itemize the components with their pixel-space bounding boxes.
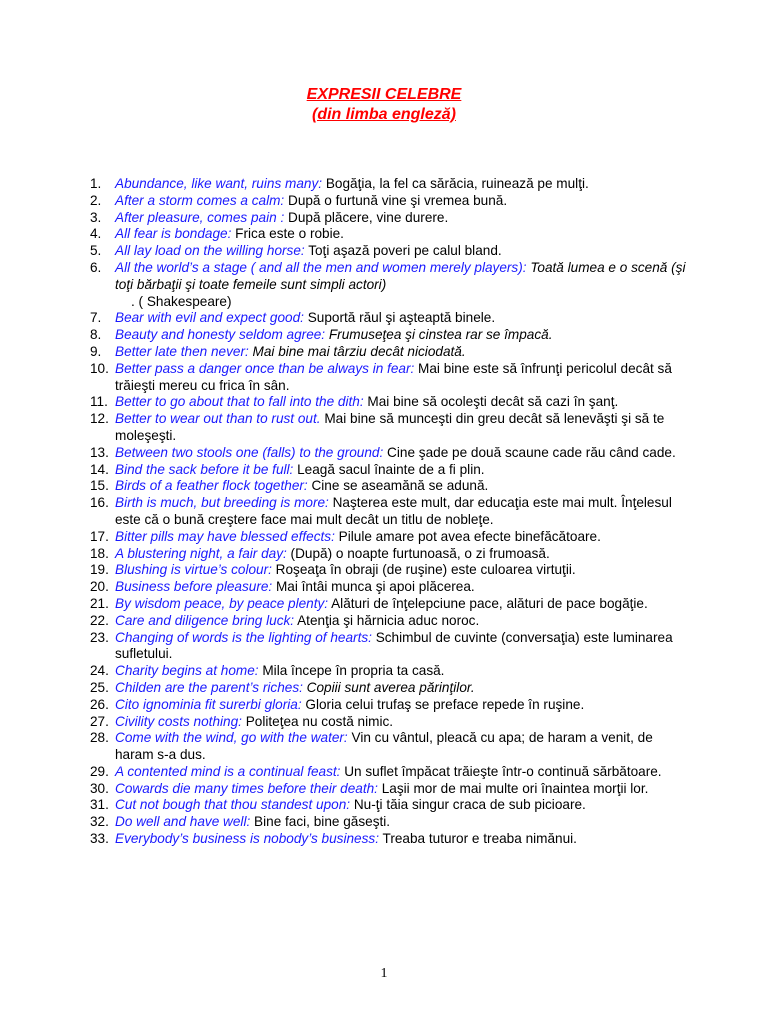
english-expression: A contented mind is a continual feast: — [115, 763, 341, 779]
item-number: 25. — [90, 679, 109, 695]
list-item — [90, 680, 690, 697]
romanian-translation: Toţi aşază poveri pe calul bland. — [304, 243, 502, 259]
list-item — [90, 411, 690, 445]
item-number: 1. — [90, 176, 102, 191]
english-expression: After pleasure, comes pain : — [115, 209, 285, 225]
list-item — [90, 193, 690, 210]
item-number: 7. — [90, 310, 102, 326]
romanian-translation: Roşeaţa în obraji (de ruşine) este culoarea virtuţii. — [271, 562, 576, 578]
item-number: 13. — [90, 444, 109, 460]
english-expression: Do well and have well: — [115, 814, 251, 830]
english-expression: All the world’s a stage ( and all the men and women merely players): — [115, 259, 527, 275]
item-number: 29. — [90, 763, 109, 779]
romanian-translation: Gloria celui trufaş se preface repede în ruşine. — [301, 696, 585, 712]
item-number: 33. — [90, 831, 109, 847]
item-number: 8. — [90, 327, 102, 343]
english-expression: Cowards die many times before their death: — [115, 780, 378, 796]
list-item — [90, 714, 690, 731]
english-expression: Care and diligence bring luck: — [115, 612, 295, 628]
romanian-translation: (După) o noapte furtunoasă, o zi frumoasă. — [286, 545, 550, 561]
item-number: 15. — [90, 478, 109, 494]
english-expression: By wisdom peace, by peace plenty: — [115, 595, 329, 611]
list-item — [90, 445, 690, 462]
english-expression: Charity begins at home: — [115, 663, 259, 679]
english-expression: Changing of words is the lighting of hearts: — [115, 629, 372, 645]
english-expression: Childen are the parent’s riches: — [115, 679, 303, 695]
item-number: 24. — [90, 663, 109, 679]
list-item — [90, 613, 690, 630]
english-expression: Bear with evil and expect good: — [115, 310, 304, 326]
list-item — [90, 176, 690, 193]
english-expression: Business before pleasure: — [115, 579, 273, 595]
romanian-translation: Toată lumea e o scenă (şi toţi bărbaţii şi toate femeile sunt simpli actori) — [115, 259, 686, 292]
romanian-translation: Un suflet împăcat trăieşte într-o continuă sărbătoare. — [340, 763, 662, 779]
list-item — [90, 596, 690, 613]
expressions-list — [90, 176, 690, 848]
romanian-translation: Mai întâi munca şi apoi plăcerea. — [272, 579, 475, 595]
item-number: 9. — [90, 343, 102, 359]
romanian-translation: După o furtună vine şi vremea bună. — [284, 192, 508, 208]
romanian-translation: Pilule amare pot avea efecte binefăcătoare. — [334, 528, 601, 544]
romanian-translation: Atenţia şi hărnicia aduc noroc. — [294, 612, 480, 628]
english-expression: Cut not bough that thou standest upon: — [115, 797, 351, 813]
romanian-translation: Cine şade pe două scaune cade rău când cade. — [383, 444, 676, 460]
english-expression: Better to wear out than to rust out. — [115, 411, 321, 427]
romanian-translation: Suportă răul şi aşteaptă binele. — [303, 310, 496, 326]
romanian-translation: Mila începe în propria ta casă. — [258, 663, 445, 679]
item-number: 11. — [90, 394, 108, 410]
title-line-2: (din limba engleză) — [311, 106, 456, 123]
english-expression: Bitter pills may have blessed effects: — [115, 528, 335, 544]
romanian-translation: Vin cu vântul, pleacă cu apa; de haram a venit, de haram s-a dus. — [115, 730, 653, 763]
english-expression: After a storm comes a calm: — [115, 192, 285, 208]
list-item — [90, 226, 690, 243]
english-expression: Bind the sack before it be full: — [115, 461, 294, 477]
english-expression: Birth is much, but breeding is more: — [115, 495, 329, 511]
romanian-translation: Politeţea nu costă nimic. — [241, 713, 394, 729]
list-item — [90, 495, 690, 529]
romanian-translation: Naşterea este mult, dar educaţia este mai mult. Înţelesul este că o bună creştere face mai mult decât un titlu de nobleţe. — [115, 495, 672, 527]
item-number: 18. — [90, 545, 109, 561]
list-item — [90, 327, 690, 344]
item-number: 19. — [90, 562, 109, 578]
item-number: 14. — [90, 461, 109, 477]
list-item — [90, 260, 690, 310]
romanian-translation: Schimbul de cuvinte (conversaţia) este luminarea sufletului. — [115, 629, 673, 662]
list-item — [90, 478, 690, 495]
item-number: 16. — [90, 495, 109, 511]
item-number: 26. — [90, 696, 109, 712]
list-item — [90, 730, 690, 764]
list-item — [90, 344, 690, 361]
romanian-translation: Leagă sacul înainte de a fi plin. — [293, 461, 485, 477]
romanian-translation: Laşii mor de mai multe ori înaintea morţii lor. — [377, 780, 649, 796]
item-number: 20. — [90, 579, 109, 595]
list-item — [90, 697, 690, 714]
romanian-translation: Mai bine mai târziu decât niciodată. — [248, 343, 466, 359]
romanian-translation: Treaba tuturor e treaba nimănui. — [378, 831, 577, 847]
english-expression: Better pass a danger once than be always in fear: — [115, 360, 415, 376]
list-item — [90, 764, 690, 781]
list-item — [90, 310, 690, 327]
list-item — [90, 781, 690, 798]
english-expression: Blushing is virtue’s colour: — [115, 562, 272, 578]
item-number: 6. — [90, 259, 102, 275]
list-item — [90, 562, 690, 579]
list-item — [90, 630, 690, 664]
list-item — [90, 814, 690, 831]
item-number: 27. — [90, 713, 109, 729]
item-number: 30. — [90, 780, 109, 796]
item-number: 23. — [90, 629, 109, 645]
english-expression: Come with the wind, go with the water: — [115, 730, 348, 746]
item-number: 4. — [90, 226, 102, 242]
romanian-translation: După plăcere, vine durere. — [284, 209, 449, 225]
list-item — [90, 546, 690, 563]
romanian-translation: Bine faci, bine găseşti. — [250, 814, 391, 830]
romanian-translation: Bogăţia, la fel ca sărăcia, ruinează pe mulţi. — [322, 176, 589, 191]
title-line-1: EXPRESII CELEBRE — [306, 86, 462, 103]
romanian-translation: Alături de înţelepciune pace, alături de pace bogăţie. — [328, 595, 648, 611]
item-number: 28. — [90, 730, 109, 746]
romanian-translation: Mai bine este să înfrunţi pericolul decât să trăieşti mereu cu frica în sân. — [115, 360, 672, 393]
english-expression: Everybody’s business is nobody’s business: — [115, 831, 379, 847]
romanian-translation: Mai bine să munceşti din greu decât să lenevăşti şi să te moleşeşti. — [115, 411, 665, 443]
english-expression: All lay load on the willing horse: — [115, 243, 305, 259]
list-item — [90, 797, 690, 814]
english-expression: All fear is bondage: — [115, 226, 232, 242]
item-number: 17. — [90, 528, 109, 544]
list-item — [90, 243, 690, 260]
page-number: 1 — [380, 966, 388, 981]
romanian-translation: Frica este o robie. — [231, 226, 344, 242]
english-expression: Between two stools one (falls) to the ground: — [115, 444, 384, 460]
english-expression: Abundance, like want, ruins many: — [115, 176, 323, 191]
english-expression: Cito ignominia fit surerbi gloria: — [115, 696, 302, 712]
romanian-translation: Cine se aseamănă se adună. — [307, 478, 489, 494]
item-number: 31. — [90, 797, 109, 813]
list-item — [90, 394, 690, 411]
list-item — [90, 462, 690, 479]
english-expression: Better to go about that to fall into the dith: — [115, 394, 364, 410]
document-title — [0, 85, 768, 125]
item-number: 2. — [90, 192, 102, 208]
romanian-translation: Copiii sunt averea părinţilor. — [302, 679, 475, 695]
romanian-translation: Mai bine să ocoleşti decât să cazi în şanţ. — [363, 394, 619, 410]
item-number: 3. — [90, 209, 102, 225]
english-expression: A blustering night, a fair day: — [115, 545, 287, 561]
item-number: 21. — [90, 595, 109, 611]
item-number: 5. — [90, 243, 102, 259]
english-expression: Beauty and honesty seldom agree: — [115, 327, 326, 343]
item-number: 10. — [90, 360, 109, 376]
list-item — [90, 579, 690, 596]
list-item — [90, 663, 690, 680]
list-item — [90, 831, 690, 848]
romanian-translation: Frumuseţea şi cinstea rar se împacă. — [325, 327, 553, 343]
list-item — [90, 210, 690, 227]
attribution-note: . ( Shakespeare) — [131, 293, 232, 309]
english-expression: Birds of a feather flock together: — [115, 478, 308, 494]
english-expression: Better late then never: — [115, 343, 249, 359]
item-number: 12. — [90, 411, 109, 427]
list-item — [90, 529, 690, 546]
item-number: 32. — [90, 814, 109, 830]
item-number: 22. — [90, 612, 109, 628]
english-expression: Civility costs nothing: — [115, 713, 242, 729]
romanian-translation: Nu-ţi tăia singur craca de sub picioare. — [350, 797, 586, 813]
list-item — [90, 361, 690, 395]
